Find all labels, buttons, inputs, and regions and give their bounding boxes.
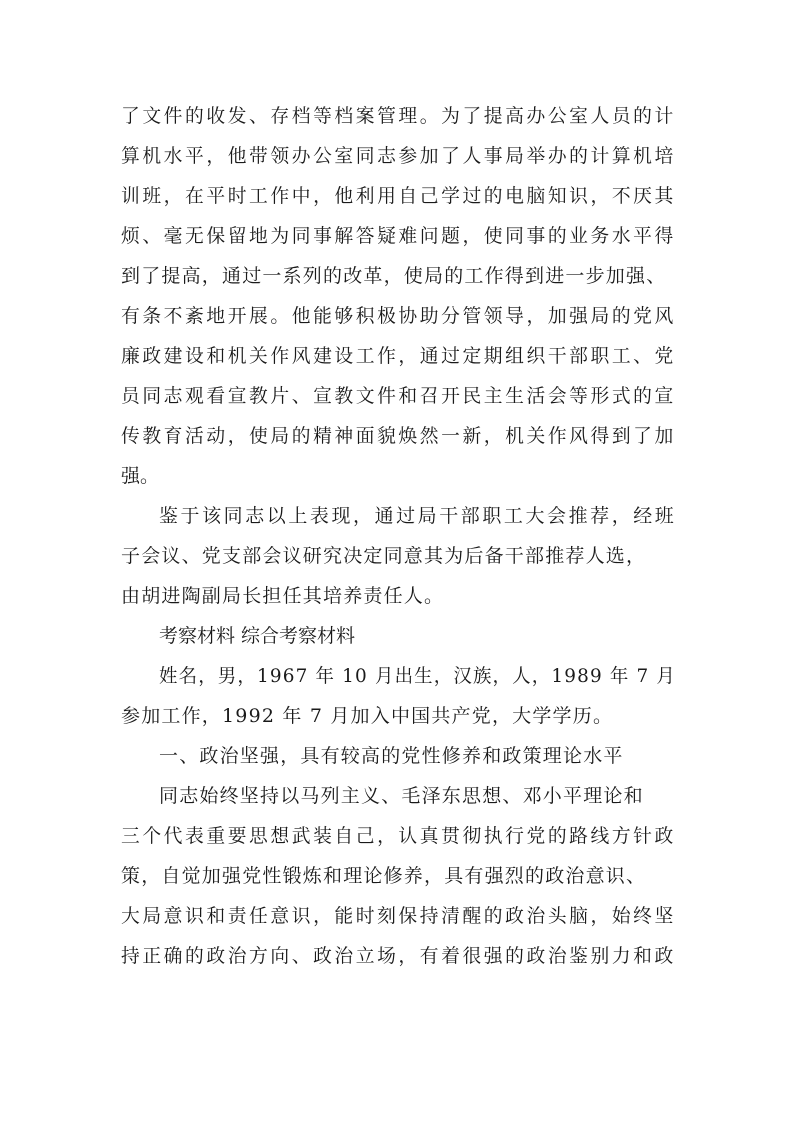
paragraph-line: 持正确的政治方向、政治立场，有着很强的政治鉴别力和政 [121, 945, 676, 967]
paragraph-line: 训班，在平时工作中，他利用自己学过的电脑知识，不厌其 [121, 185, 676, 207]
paragraph-line: 同志始终坚持以马列主义、毛泽东思想、邓小平理论和 [159, 785, 644, 807]
paragraph-line: 三个代表重要思想武装自己，认真贯彻执行党的路线方针政 [121, 825, 676, 847]
section-heading: 一、政治坚强，具有较高的党性修养和政策理论水平 [159, 745, 624, 767]
paragraph-line: 到了提高，通过一系列的改革，使局的工作得到进一步加强、 [121, 265, 667, 287]
paragraph-line: 烦、毫无保留地为同事解答疑难问题，使同事的业务水平得 [121, 225, 676, 247]
paragraph-line: 鉴于该同志以上表现，通过局干部职工大会推荐，经班 [159, 505, 677, 527]
paragraph-line: 由胡进陶副局长担任其培养责任人。 [121, 585, 445, 607]
paragraph-line: 参加工作，1992 年 7 月加入中国共产党，大学学历。 [121, 705, 614, 727]
paragraph-line: 算机水平，他带领办公室同志参加了人事局举办的计算机培 [121, 145, 676, 167]
paragraph-line: 大局意识和责任意识，能时刻保持清醒的政治头脑，始终坚 [121, 905, 676, 927]
paragraph-line: 传教育活动，使局的精神面貌焕然一新，机关作风得到了加 [121, 425, 676, 447]
section-heading: 考察材料 综合考察材料 [159, 625, 356, 647]
paragraph-line: 策，自觉加强党性锻炼和理论修养，具有强烈的政治意识、 [121, 865, 647, 887]
paragraph-line: 强。 [121, 465, 160, 487]
paragraph-line: 子会议、党支部会议研究决定同意其为后备干部推荐人选， [121, 545, 647, 567]
paragraph-line: 廉政建设和机关作风建设工作，通过定期组织干部职工、党 [121, 345, 676, 367]
paragraph-line: 了文件的收发、存档等档案管理。为了提高办公室人员的计 [121, 105, 676, 127]
paragraph-line: 有条不紊地开展。他能够积极协助分管领导，加强局的党风 [121, 305, 676, 327]
paragraph-line: 员同志观看宣教片、宣教文件和召开民主生活会等形式的宣 [121, 385, 676, 407]
paragraph-line: 姓名，男，1967 年 10 月出生，汉族，人，1989 年 7 月 [159, 665, 677, 687]
